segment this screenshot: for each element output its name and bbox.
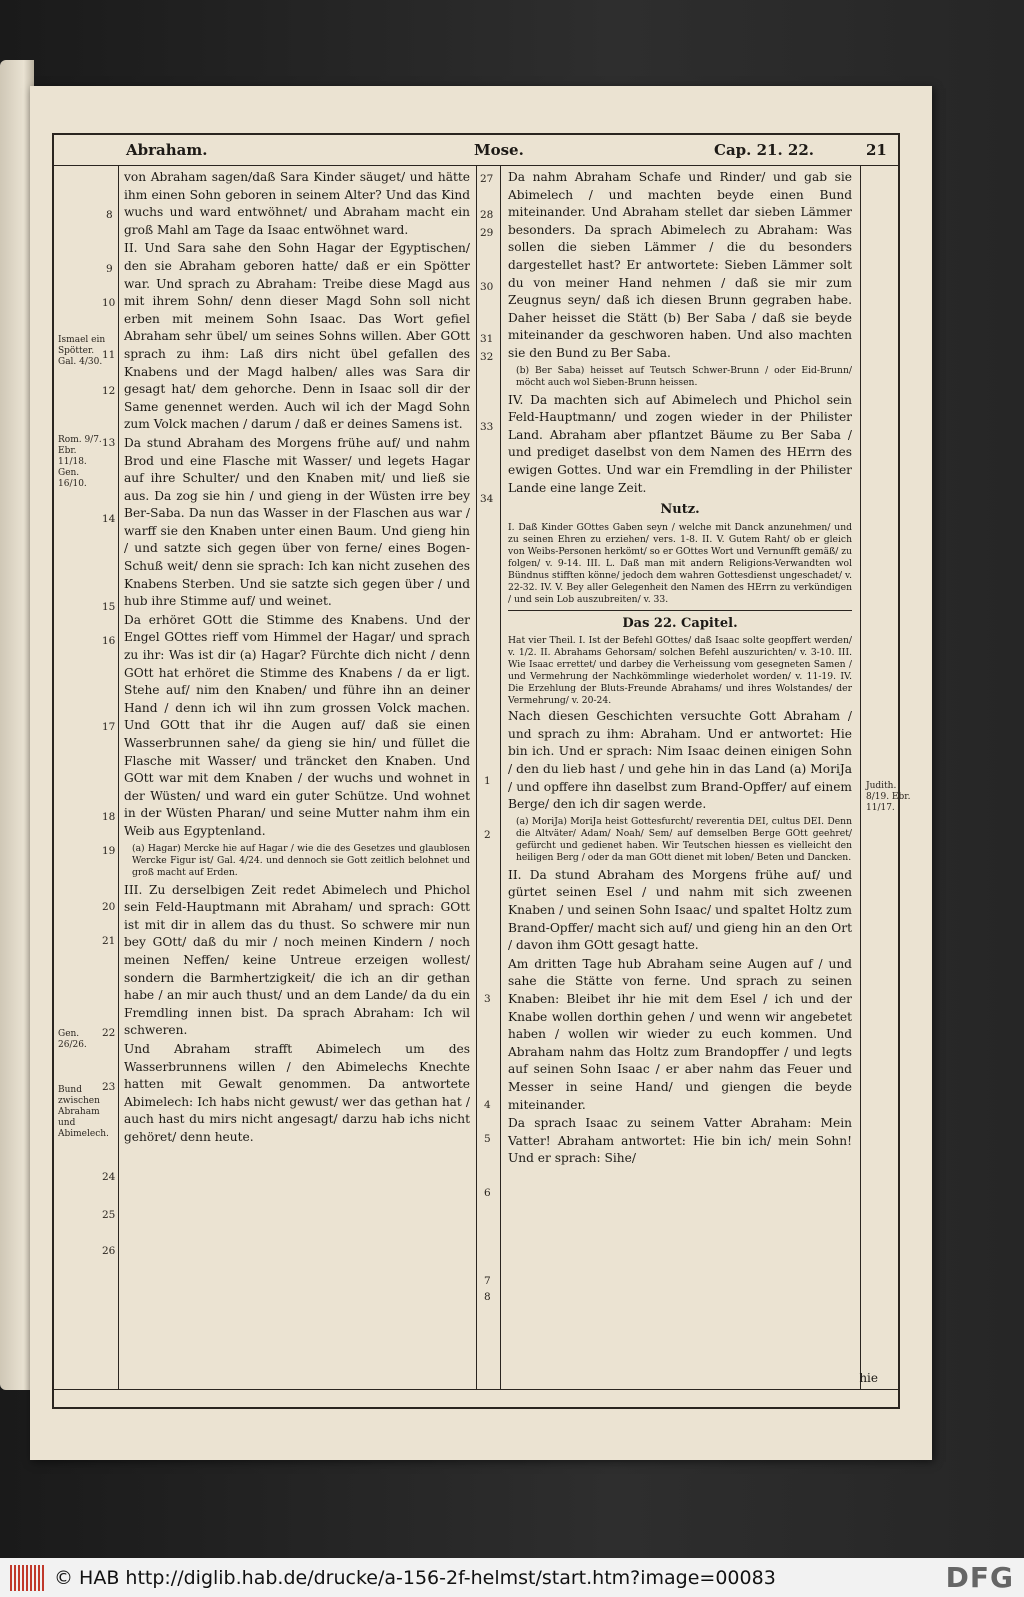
verse-number: 10 — [102, 297, 116, 309]
footer-rule — [54, 1389, 898, 1390]
right-text-column — [508, 169, 852, 1169]
margin-note: Judith. 8/19. Ebr. 11/17. — [866, 781, 911, 813]
left-text-column — [124, 169, 470, 1147]
section-divider — [508, 610, 852, 611]
verse-number: 24 — [102, 1171, 116, 1183]
paragraph: II. Und Sara sahe den Sohn Hagar der Egyptischen/ den sie Abraham geboren hatte/ daß er ein Spötter war. Und sprach zu Abraham: Treibe diese Magd aus mit ihrem Sohn/ denn dieser Magd Sohn soll nicht erben mit meinem Sohn Isaac. Das Wort gefiel Abraham sehr übel/ um seines Sohns willen. Aber GOtt sprach zu ihm: Laß dirs nicht übel gefallen des Knabens und der Magd halben/ alles was Sara dir gesagt hat/ dem gehorche. Denn in Isaac soll dir der Same genennet werden. Auch wil ich der Magd Sohn zum Volck machen / darum / daß er deines Samens ist. — [124, 241, 470, 432]
verse-number: 19 — [102, 845, 116, 857]
folio-number: 21 — [866, 141, 887, 159]
paragraph: Da stund Abraham des Morgens frühe auf/ und nahm Brod und eine Flasche mit Wasser/ und legets Hagar auf ihre Schulter/ und den Knaben mit/ und ließ sie aus. Da zog sie hin / und gieng in der Wüsten irre bey Ber-Saba. Da nun das Wasser in der Flaschen aus war / warff sie den Knaben unter einen Baum. Und gieng hin / und satzte sich gegen über von ferne/ eines Bogen-Schuß weit/ denn sie sprach: Ich kan nicht zusehen des Knabens Sterben. Und sie satzte sich gegen über / und hub ihre Stimme auf/ und weinet. — [124, 435, 470, 609]
footer-bar — [0, 1558, 1024, 1597]
running-head-left: Abraham. — [126, 141, 208, 159]
verse-number: 29 — [480, 227, 494, 239]
verse-number: 2 — [484, 829, 491, 841]
paragraph: II. Da stund Abraham des Morgens frühe auf/ und gürtet seinen Esel / und nahm mit sich zweenen Knaben / und seinen Sohn Isaac/ und spaltet Holtz zum Brand-Opffer/ macht sich auf/ und gieng hin an den Ort / davon ihm GOtt gesagt hatte. — [508, 867, 852, 953]
verse-number: 26 — [102, 1245, 116, 1257]
paragraph: Am dritten Tage hub Abraham seine Augen auf / und sahe die Stätte von ferne. Und sprach zu seinen Knaben: Bleibet ihr hie mit dem Esel / ich und der Knabe wollen dorthin gehen / und wenn wir angebetet haben / wollen wir wieder zu euch kommen. Und Abraham nahm das Holtz zum Brandopffer / und legts auf seinen Sohn Isaac / er aber nahm das Feuer und Messer in seine Hand/ und giengen die beyde miteinander. — [508, 956, 852, 1112]
text-frame — [52, 133, 911, 1409]
margin-note: Bund zwischen Abraham und Abimelech. — [58, 1085, 109, 1139]
verse-number: 4 — [484, 1099, 491, 1111]
margin-rule-left — [118, 165, 119, 1389]
paragraph: Da sprach Isaac zu seinem Vatter Abraham: Mein Vatter! Abraham antwortet: Hie bin ich/ mein Sohn! Und er sprach: Sihe/ — [508, 1116, 852, 1166]
verse-number: 16 — [102, 635, 116, 647]
barcode-icon — [10, 1565, 46, 1591]
previous-page-edge — [0, 60, 34, 1390]
verse-number: 30 — [480, 281, 494, 293]
verse-number: 8 — [484, 1291, 491, 1303]
verse-number: 32 — [480, 351, 494, 363]
footnote: (b) Ber Saba) heisset auf Teutsch Schwer-Brunn / oder Eid-Brunn/ möcht auch wol Sieben-Brunn heissen. — [516, 364, 852, 388]
verse-number: 8 — [106, 209, 113, 221]
copyright-link[interactable]: © HAB http://diglib.hab.de/drucke/a-156-2f-helmst/start.htm?image=00083 — [54, 1566, 776, 1589]
verse-number: 21 — [102, 935, 116, 947]
verse-number: 34 — [480, 493, 494, 505]
paragraph: von Abraham sagen/daß Sara Kinder säuget/ und hätte ihm einen Sohn geboren in seinem Alter? Und das Kind wuchs und ward entwöhnet/ und Abraham macht ein groß Mahl am Tage da Isaac entwöhnet ward. — [124, 170, 470, 237]
verse-number: 7 — [484, 1275, 491, 1287]
verse-number: 13 — [102, 437, 116, 449]
column-rule-left — [476, 165, 477, 1389]
paragraph: Nach diesen Geschichten versuchte Gott Abraham / und sprach zu ihm: Abraham. Und er antwortet: Hie bin ich. Und er sprach: Nim Isaac deinen einigen Sohn / den du lieb hast / und gehe hin in das Land (a) MoriJa / und opffere ihn daselbst zum Brand-Opffer/ auf einem Berge/ den ich dir sagen werde. — [508, 709, 852, 812]
verse-number: 27 — [480, 173, 494, 185]
verse-number: 1 — [484, 775, 491, 787]
running-head-center: Mose. — [474, 141, 524, 159]
footnote: (a) MoriJa) MoriJa heist Gottesfurcht/ reverentia DEI, cultus DEI. Denn die Altväter/ Adam/ Noah/ Sem/ auf demselben Berge GOtt geehret/ gefürcht und gedienet haben. Wir Teutschen hiessen es vielleicht den heiligen Berg / oder da man GOtt dienet mit loben/ Beten und Dancken. — [516, 815, 852, 863]
book-page — [30, 86, 932, 1460]
verse-number: 20 — [102, 901, 116, 913]
running-head-right: Cap. 21. 22. — [714, 141, 815, 159]
verse-number: 17 — [102, 721, 116, 733]
margin-note: Gen. 26/26. — [58, 1029, 87, 1050]
dfg-logo: DFG — [945, 1561, 1014, 1594]
paragraph: IV. Da machten sich auf Abimelech und Phichol sein Feld-Hauptmann/ und zogen wieder in der Philister Land. Abraham aber pflantzet Bäume zu Ber Saba / und prediget daselbst von dem Namen des HErrn des ewigen Gottes. Und war ein Fremdling in der Philister Lande eine lange Zeit. — [508, 392, 852, 495]
paragraph: Und Abraham strafft Abimelech um des Wasserbrunnens willen / den Abimelechs Knechte hatten mit Gewalt genommen. Da antwortete Abimelech: Ich habs nicht gewust/ wer das gethan hat / auch hast du mirs nicht angesagt/ darzu hab ichs nicht gehöret/ denn heute. — [124, 1041, 470, 1144]
verse-number: 15 — [102, 601, 116, 613]
nutz-title: Nutz. — [660, 502, 700, 518]
verse-number: 28 — [480, 209, 494, 221]
verse-number: 23 — [102, 1081, 116, 1093]
margin-note: Rom. 9/7. Ebr. 11/18. Gen. 16/10. — [58, 435, 102, 489]
verse-number: 33 — [480, 421, 494, 433]
column-rule-right — [500, 165, 501, 1389]
nutz-text: I. Daß Kinder GOttes Gaben seyn / welche mit Danck anzunehmen/ und zu seinen Ehren zu erziehen/ vers. 1-8. II. V. Gutem Raht/ ob er gleich von Weibs-Personen herkömt/ so er GOttes Wort und Vernunfft gemäß/ zu folgen/ v. 9-14. III. L. Daß man mit andern Religions-Verwandten wol Bündnus stifften könne/ jedoch dem wahren Gottesdienst ungeschadet/ v. 22-32. IV. V. Bey aller Gelegenheit den Namen des HErrn zu verkündigen / und sein Lob auszubreiten/ v. 33. — [508, 521, 852, 605]
paragraph: Da nahm Abraham Schafe und Rinder/ und gab sie Abimelech / und machten beyde einen Bund miteinander. Und Abraham stellet dar sieben Lämmer besonders. Da sprach Abimelech zu Abraham: Was sollen die sieben Lämmer / die du besonders dargestellet hast? Er antwortete: Sieben Lämmer solt du von meiner Hand nehmen / daß sie mir zum Zeugnus seyn/ daß ich diesen Brunn gegraben habe. Daher heisset die Stätt (b) Ber Saba / daß sie beyde miteinander da geschworen haben. Und also machten sie den Bund zu Ber Saba. — [508, 170, 852, 360]
verse-number: 25 — [102, 1209, 116, 1221]
verse-number: 5 — [484, 1133, 491, 1145]
footnote: (a) Hagar) Mercke hie auf Hagar / wie die des Gesetzes und glaublosen Wercke Figur ist/ Gal. 4/24. und dennoch sie Gott zeitlich belohnet und groß macht auf Erden. — [132, 842, 470, 878]
verse-number: 6 — [484, 1187, 491, 1199]
chapter-summary: Hat vier Theil. I. Ist der Befehl GOttes/ daß Isaac solte geopffert werden/ v. 1/2. II. Abrahams Gehorsam/ solchen Befehl auszurichten/ v. 3-10. III. Wie Isaac errettet/ und darbey die Verheissung vom gesegneten Samen / und Vermehrung der Nachkömmlinge wiederholet worden/ v. 11-19. IV. Die Erzehlung der Bluts-Freunde Abrahams/ und ihres Wolstandes/ der Vermehrung/ v. 20-24. — [508, 635, 852, 707]
verse-number: 31 — [480, 333, 494, 345]
paragraph: Da erhöret GOtt die Stimme des Knabens. Und der Engel GOttes rieff vom Himmel der Hagar/ und sprach zu ihr: Was ist dir (a) Hagar? Fürchte dich nicht / denn GOtt hat erhöret die Stimme des Knabens / da er ligt. Stehe auf/ nim den Knaben/ und führe ihn an deiner Hand / denn ich wil ihn zum grossen Volck machen. Und GOtt that ihr die Augen auf/ daß sie einen Wasserbrunnen sahe/ da gieng sie hin/ und füllet die Flasche mit Wasser/ und träncket den Knaben. Und GOtt war mit dem Knaben / der wuchs und wohnet in der Wüsten/ und ward ein guter Schütze. Und wohnet in der Wüsten Pharan/ und seine Mutter nahm ihm ein Weib aus Egyptenland. — [124, 612, 470, 838]
verse-number: 9 — [106, 263, 113, 275]
verse-number: 11 — [102, 349, 116, 361]
verse-number: 12 — [102, 385, 116, 397]
paragraph: III. Zu derselbigen Zeit redet Abimelech und Phichol sein Feld-Hauptmann mit Abraham/ und sprach: GOtt ist mit dir in allem das du thust. So schwere mir nun bey GOtt/ daß du mir / noch meinen Kindern / noch meinen Neffen/ keine Untreue erzeigen wollest/ sondern die Barmhertzigkeit/ die ich an dir gethan habe / an mir auch thust/ und an dem Lande/ da du ein Fremdling innen bist. Da sprach Abraham: Ich wil schweren. — [124, 882, 470, 1038]
verse-number: 3 — [484, 993, 491, 1005]
margin-note: Ismael ein Spötter. Gal. 4/30. — [58, 335, 106, 367]
chapter-title: Das 22. Capitel. — [622, 615, 738, 631]
margin-rule-right — [860, 165, 861, 1389]
verse-number: 18 — [102, 811, 116, 823]
verse-number: 22 — [102, 1027, 116, 1039]
catchword: hie — [859, 1371, 878, 1385]
verse-number: 14 — [102, 513, 116, 525]
